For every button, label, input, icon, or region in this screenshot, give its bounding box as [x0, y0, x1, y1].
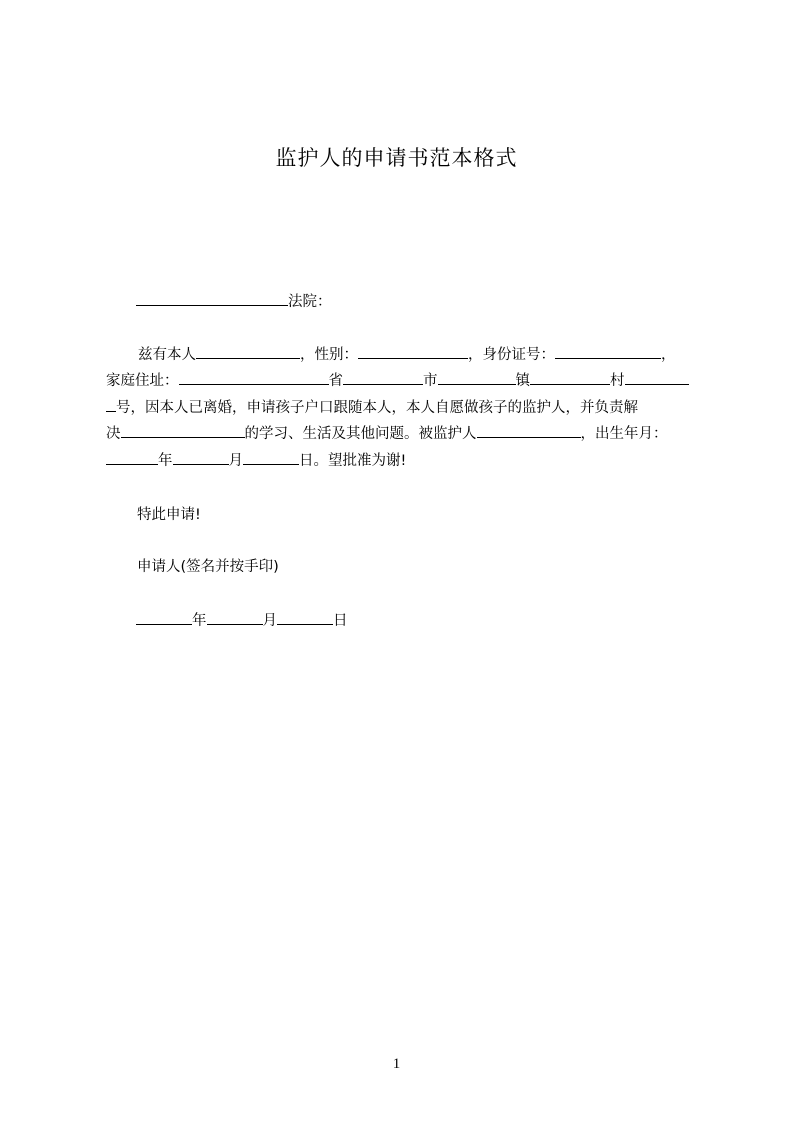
house-number-blank[interactable] — [106, 397, 116, 412]
body-text: 村 — [610, 373, 625, 389]
id-number-blank[interactable] — [555, 344, 661, 359]
birth-year-blank[interactable] — [106, 450, 158, 465]
body-text: 市 — [423, 373, 438, 389]
body-line-4 — [106, 423, 668, 444]
body-text: 镇 — [515, 373, 530, 389]
body-text: 兹有本人 — [138, 347, 196, 363]
town-blank[interactable] — [530, 370, 610, 385]
province-blank[interactable] — [343, 370, 423, 385]
sign-month-blank[interactable] — [207, 610, 263, 625]
body-text: ， — [661, 347, 676, 363]
body-text: 决 — [106, 426, 121, 442]
gender-blank[interactable] — [358, 344, 468, 359]
ward-name-blank[interactable] — [477, 423, 581, 438]
body-text: ，出生年月： — [580, 426, 668, 442]
document-title: 监护人的申请书范本格式 — [275, 146, 518, 170]
city-blank[interactable] — [438, 370, 516, 385]
sign-day-blank[interactable] — [277, 610, 333, 625]
birth-day-blank[interactable] — [243, 450, 299, 465]
body-line-2 — [106, 370, 689, 391]
court-line — [136, 291, 332, 312]
body-text: 年 — [158, 453, 173, 469]
body-text: ，性别： — [300, 347, 358, 363]
date-month-label: 月 — [262, 613, 277, 629]
body-text: 省 — [328, 373, 343, 389]
applicant-label: 申请人(签名并按手印) — [137, 559, 279, 575]
sign-year-blank[interactable] — [136, 610, 192, 625]
body-text: 月 — [228, 453, 243, 469]
court-suffix: 法院： — [288, 294, 332, 310]
birth-month-blank[interactable] — [173, 450, 229, 465]
date-year-label: 年 — [192, 613, 207, 629]
address-blank[interactable] — [179, 370, 329, 385]
body-text: 家庭住址： — [106, 373, 179, 389]
child-name-blank[interactable] — [121, 423, 245, 438]
body-line-1 — [138, 344, 676, 365]
village-blank[interactable] — [625, 370, 689, 385]
body-line-5 — [106, 450, 406, 471]
name-blank[interactable] — [196, 344, 300, 359]
body-text: 号，因本人已离婚，申请孩子户口跟随本人，本人自愿做孩子的监护人，并负责解 — [116, 400, 638, 416]
closing-line: 特此申请! — [137, 507, 201, 523]
body-text: 日。望批准为谢! — [299, 453, 407, 469]
body-text: 的学习、生活及其他问题。被监护人 — [244, 426, 477, 442]
date-day-label: 日 — [333, 613, 348, 629]
page-number: 1 — [392, 1056, 401, 1072]
date-line — [136, 610, 348, 631]
court-name-blank[interactable] — [136, 291, 288, 306]
body-text: ，身份证号： — [468, 347, 555, 363]
body-line-3 — [106, 397, 638, 418]
